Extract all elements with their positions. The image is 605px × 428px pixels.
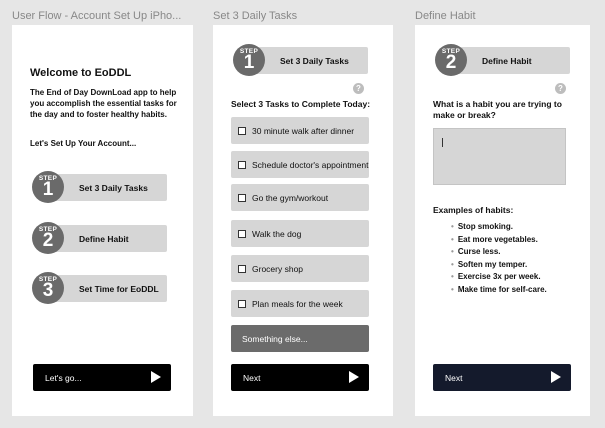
example-item <box>451 246 547 259</box>
welcome-screen <box>12 25 193 416</box>
example-item <box>451 221 547 234</box>
task-label: Schedule doctor's appointment <box>252 159 369 170</box>
tasks-next-label: Next <box>243 372 261 383</box>
habit-step-badge-label: STEP <box>441 48 461 55</box>
checkbox-icon[interactable] <box>238 194 246 202</box>
artboard-title-habit: Define Habit <box>415 10 476 22</box>
step-2-badge-label: STEP <box>38 226 58 233</box>
checkbox-icon[interactable] <box>238 127 246 135</box>
example-text: Soften my temper. <box>457 259 528 269</box>
example-text: Curse less. <box>457 247 501 256</box>
tasks-prompt: Select 3 Tasks to Complete Today: <box>231 99 371 109</box>
example-item <box>451 234 547 247</box>
play-arrow-icon <box>349 371 359 383</box>
task-label: Walk the dog <box>252 228 302 239</box>
artboard-title-welcome: User Flow - Account Set Up iPho... <box>12 10 182 22</box>
example-text: Make time for self-care. <box>457 284 547 294</box>
examples-list <box>451 221 547 296</box>
something-else-button[interactable] <box>231 325 369 352</box>
example-item <box>451 284 547 297</box>
text-cursor <box>442 138 443 147</box>
checkbox-icon[interactable] <box>238 265 246 273</box>
task-label: Go the gym/workout <box>252 192 329 203</box>
bullet-icon: • <box>451 247 454 256</box>
lets-go-label: Let's go... <box>45 372 82 383</box>
step-1-title: Set 3 Daily Tasks <box>79 182 148 193</box>
welcome-heading: Welcome to EoDDL <box>30 67 132 79</box>
checkbox-icon[interactable] <box>238 161 246 169</box>
something-else-label: Something else... <box>242 333 308 344</box>
checkbox-icon[interactable] <box>238 230 246 238</box>
tasks-step-badge-number: 1 <box>243 52 255 73</box>
step-2-badge-number: 2 <box>42 230 54 251</box>
habit-step-badge-number: 2 <box>445 52 457 73</box>
habit-input[interactable] <box>433 128 566 185</box>
help-icon[interactable]: ? <box>555 83 566 94</box>
task-option[interactable] <box>231 117 369 144</box>
bullet-icon: • <box>451 284 454 294</box>
task-label: 30 minute walk after dinner <box>252 125 355 136</box>
bullet-icon: • <box>451 272 454 281</box>
task-label: Plan meals for the week <box>252 298 343 309</box>
task-option[interactable] <box>231 220 369 247</box>
habit-screen <box>415 25 590 416</box>
example-item <box>451 271 547 284</box>
habit-question: What is a habit you are trying to make or break? <box>433 99 562 120</box>
example-item <box>451 259 547 272</box>
example-text: Exercise 3x per week. <box>457 272 541 281</box>
task-option[interactable] <box>231 151 369 178</box>
example-text: Stop smoking. <box>457 222 513 231</box>
step-3-title: Set Time for EoDDL <box>79 283 159 294</box>
step-1-badge-label: STEP <box>38 175 58 182</box>
step-1-badge-number: 1 <box>42 179 54 200</box>
habit-next-label: Next <box>445 372 463 383</box>
welcome-intro: The End of Day DownLoad app to help you accomplish the essential tasks for the day and to foster healthy habits. <box>30 88 177 119</box>
step-3-badge-number: 3 <box>42 280 54 301</box>
bullet-icon: • <box>451 259 454 269</box>
bullet-icon: • <box>451 222 454 231</box>
examples-heading: Examples of habits: <box>433 205 514 215</box>
checkbox-icon[interactable] <box>238 300 246 308</box>
step-3-badge-label: STEP <box>38 276 58 283</box>
tasks-next-button[interactable] <box>231 364 369 391</box>
habit-step-badge <box>435 44 467 76</box>
lets-go-button[interactable] <box>33 364 171 391</box>
step-1-badge <box>32 171 64 203</box>
step-3-badge <box>32 272 64 304</box>
step-2-badge <box>32 222 64 254</box>
artboard-title-tasks: Set 3 Daily Tasks <box>213 10 298 22</box>
tasks-step-badge <box>233 44 265 76</box>
task-option[interactable] <box>231 290 369 317</box>
tasks-step-badge-label: STEP <box>239 48 259 55</box>
task-label: Grocery shop <box>252 263 304 274</box>
habit-next-button[interactable] <box>433 364 571 391</box>
setup-prompt: Let's Set Up Your Account... <box>30 139 137 148</box>
tasks-step-title: Set 3 Daily Tasks <box>280 55 349 66</box>
habit-step-title: Define Habit <box>482 55 532 66</box>
task-option[interactable] <box>231 184 369 211</box>
tasks-screen <box>213 25 393 416</box>
example-text: Eat more vegetables. <box>457 234 538 244</box>
help-icon[interactable]: ? <box>353 83 364 94</box>
play-arrow-icon <box>551 371 561 383</box>
task-option[interactable] <box>231 255 369 282</box>
bullet-icon: • <box>451 234 454 244</box>
play-arrow-icon <box>151 371 161 383</box>
step-2-title: Define Habit <box>79 233 129 244</box>
